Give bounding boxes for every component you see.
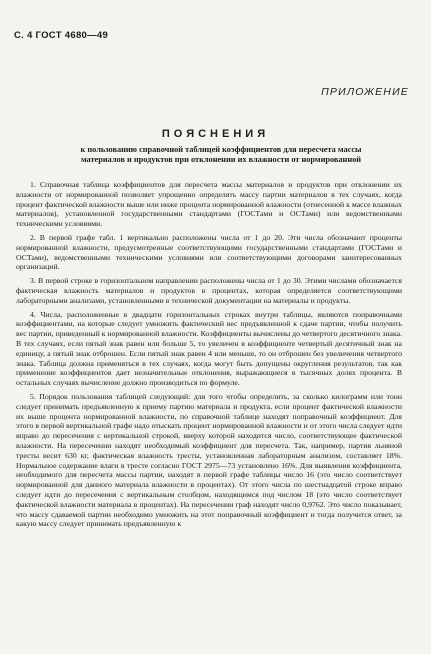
paragraph-5: 5. Порядок пользования таблицей следующий: для того чтобы определить, за сколько килограмм или тонн следует принимать предъявленную к приему партию материала и продукта, если процент фактической влажности их выше процента нормированной влажности, по справочной таблице находят поправочный коэффициент. Для этого в первой вертикальной графе надо отыскать процент нормированной влажности и от этого числа следует идти вправо до пересечения с вертикальной строкой, вверху которой находится число, соответствующее фактической влажности. На пересечении находят необходимый коэффициент для пересчета. Так, например, партия льняной тресты весит 630 кг, фактическая влажность тресты, установленная лабораторным анализом, составляет 18%. Нормальное содержание влаги в тресте согласно ГОСТ 2975—73 установлено 16%. Для выявления коэффициента, необходимого для пересчета массы партии, находят в первой графе таблицы число 16 (это число соответствует нормированной для данного материала влажности в процентах). От этого числа по шестнадцатой строке вправо следует идти до пересечения с вертикальным столбцом, находящимся под числом 18 (это число соответствует фактической влажности материала в процентах). На пересечении граф находят число 0,9762. Это число показывает, что массу сдаваемой партии необходимо умножить на этот поправочный коэффициент и тогда получится ответ, за какую массу следует принимать предъявленную к [16, 391, 402, 529]
section-title: ПОЯСНЕНИЯ [161, 128, 270, 140]
appendix-label: ПРИЛОЖЕНИЕ [321, 86, 409, 98]
section-subtitle: к пользованию справочной таблицей коэффициентов для пересчета массы материалов и продуктов при отклонении их влажности от нормированной [80, 145, 362, 164]
paragraph-4: 4. Числа, расположенные в двадцати горизонтальных строках внутри таблицы, являются поправочными коэффициентами, на которые следует умножить фактический вес предъявленной к сдаче партии, чтобы получить вес партии, приведенный к нормированной влажности. Коэффициенты вычислены до четвертого десятичного знака. В тех случаях, если пятый знак равен или больше 5, то увеличен в коэффициенте четвертый десятичный знак на единицу, а пятый знак отброшен. Если пятый знак равен 4 или меньше, то он отброшен без увеличения четвертого знака. Таблица должна применяться в тех случаях, когда могут быть допущены округления результатов, так как применение коэффициентов дает незначительные отклонения, выражающиеся в тысячных долях процента. В остальных случаях вычисление должно производиться по формуле. [16, 309, 402, 388]
paragraph-2: 2. В первой графе табл. 1 вертикально расположены числа от 1 до 20. Эти числа обозначают проценты нормированной влажности, предусмотренные соответствующими государственными стандартами (ГОСТами и ОСТами), ведомственными техническими условиями или соответствующими договорами заинтересованных организаций. [16, 232, 402, 272]
paragraph-1: 1. Справочная таблица коэффициентов для пересчета массы материалов и продуктов при отклонении их влажности от нормированной позволяет упрощенно определять массу партии материалов в тех случаях, когда процент фактической влажности выше или ниже процента нормированной влажности (отнесенной к массе влажных материалов), установленной государственными стандартами (ГОСТами и ОСТами) или ведомственными техническими условиями. [16, 180, 402, 229]
page-header: С. 4 ГОСТ 4680—49 [14, 30, 109, 41]
paragraph-3: 3. В первой строке в горизонтальном направлении расположены числа от 1 до 30. Этими числами обозначается фактическая влажность материалов и продуктов в процентах, которая определяется соответствующими лабораторными анализами, установленными в технической документации на материалы и продукты. [16, 276, 402, 305]
body-text [16, 180, 402, 533]
